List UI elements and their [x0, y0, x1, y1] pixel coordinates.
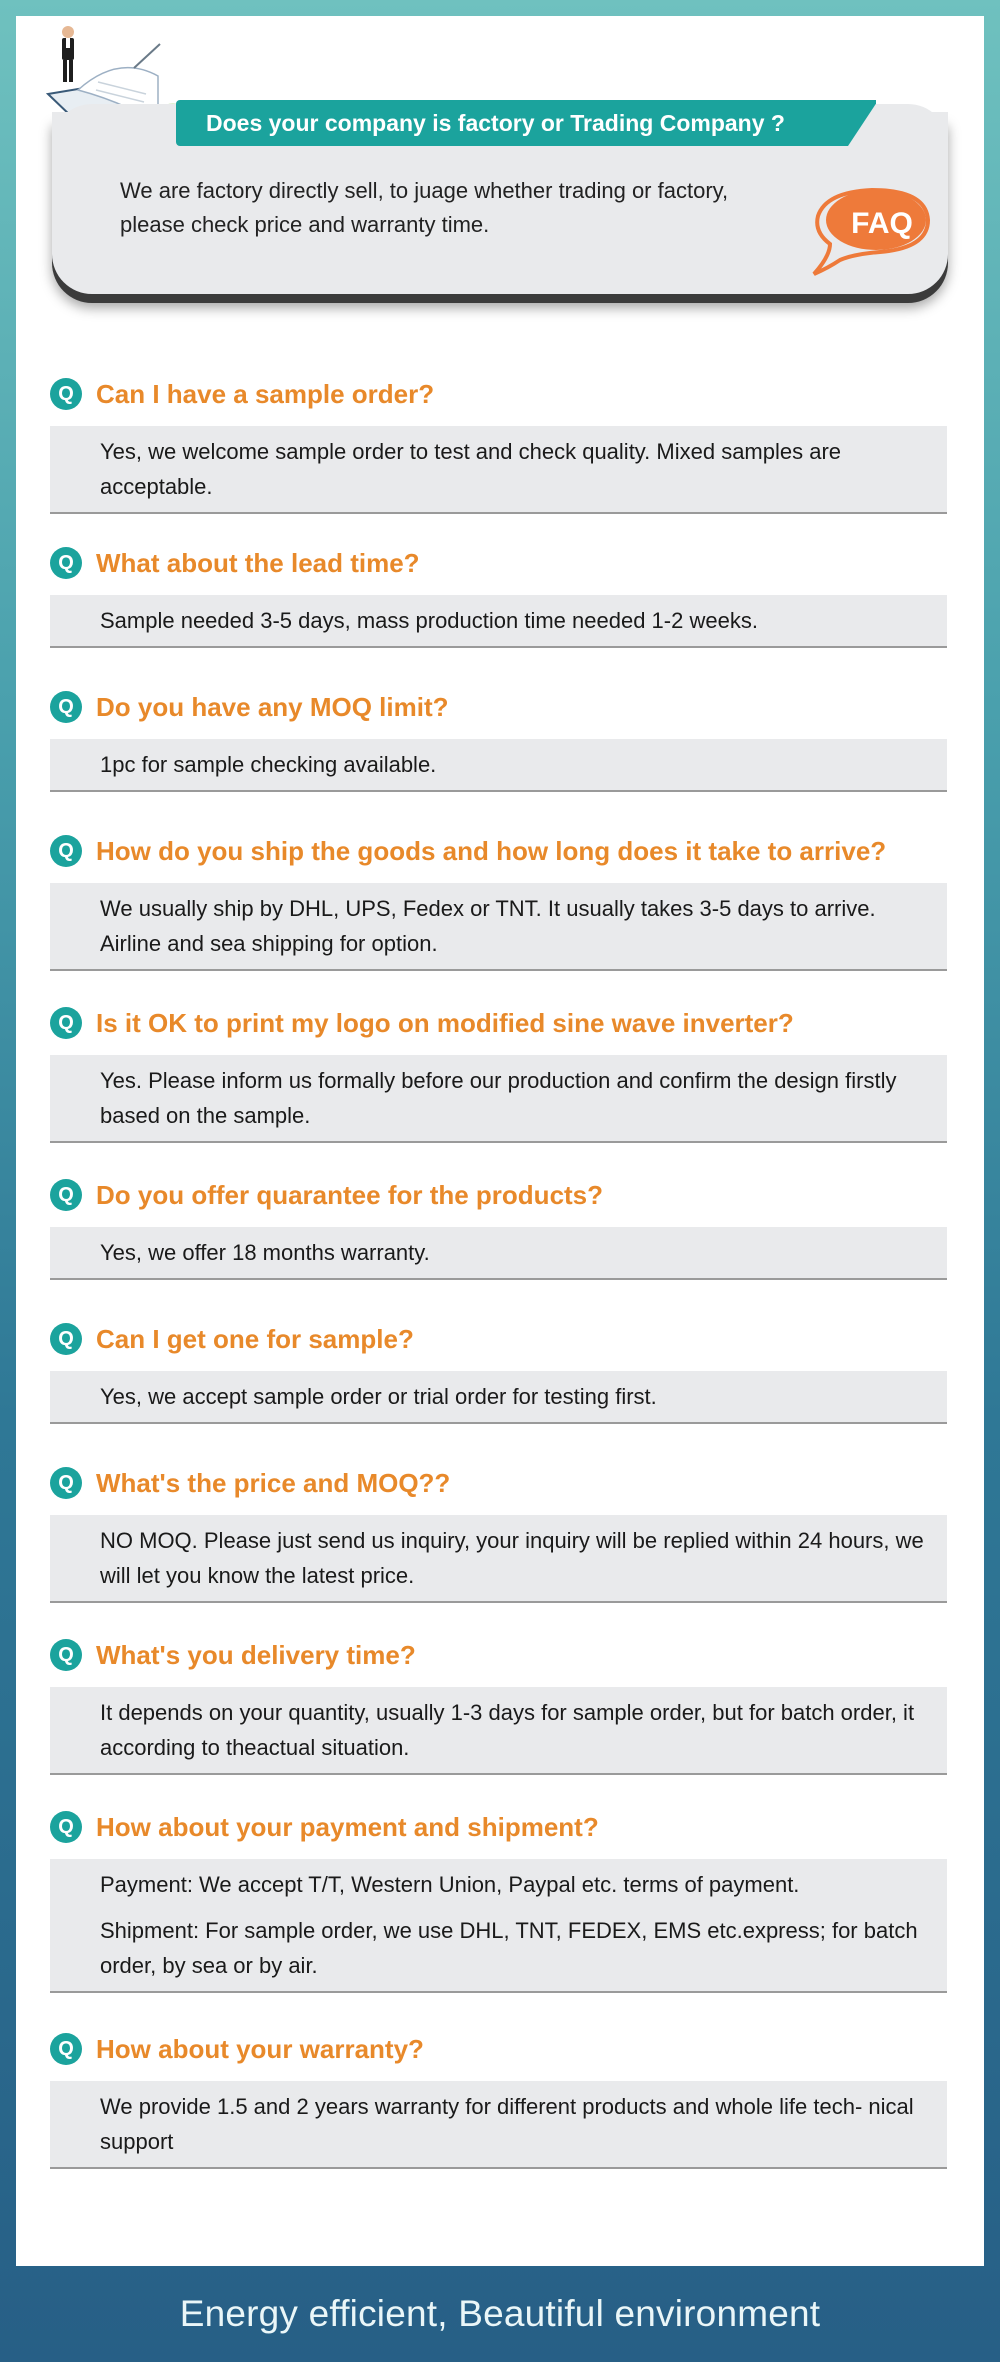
faq-banner-question: Does your company is factory or Trading Company ?: [206, 110, 785, 136]
faq-answer: 1pc for sample checking available.: [100, 752, 437, 777]
faq-answer: We usually ship by DHL, UPS, Fedex or TNT. It usually takes 3-5 days to arrive. Airline and sea shipping for option.: [100, 896, 876, 956]
faq-item: [50, 2029, 947, 2169]
question-icon: Q: [50, 1179, 82, 1211]
question-icon: Q: [50, 835, 82, 867]
faq-item: [50, 1319, 947, 1424]
faq-answer-shipment: Shipment: For sample order, we use DHL, TNT, FEDEX, EMS etc.express; for batch order, by sea or by air.: [100, 1918, 918, 1978]
faq-answer-box: [50, 1687, 947, 1775]
faq-answer-box: [50, 1371, 947, 1424]
faq-answer: Yes. Please inform us formally before our production and confirm the design firstly based on the sample.: [100, 1068, 897, 1128]
faq-question: How do you ship the goods and how long does it take to arrive?: [96, 835, 887, 866]
faq-answer: We provide 1.5 and 2 years warranty for different products and whole life tech- nical support: [100, 2094, 914, 2154]
faq-item: [50, 831, 947, 971]
faq-question: Do you have any MOQ limit?: [96, 691, 449, 722]
faq-item: [50, 1003, 947, 1143]
faq-badge-label: FAQ: [851, 207, 913, 240]
faq-banner-answer: [120, 174, 810, 242]
footer-slogan: Energy efficient, Beautiful environment: [179, 2293, 821, 2334]
faq-answer-box: [50, 595, 947, 648]
faq-answer: Yes, we welcome sample order to test and check quality. Mixed samples are acceptable.: [100, 439, 842, 499]
question-icon: Q: [50, 2033, 82, 2065]
faq-item: [50, 1635, 947, 1775]
faq-answer-box: [50, 739, 947, 792]
faq-answer-line: We are factory directly sell, to juage whether trading or factory,: [120, 178, 729, 203]
faq-answer-box: [50, 1515, 947, 1603]
faq-question: How about your warranty?: [96, 2033, 424, 2064]
faq-answer: NO MOQ. Please just send us inquiry, your inquiry will be replied within 24 hours, we will let you know the latest price.: [100, 1528, 924, 1588]
faq-item: [50, 1175, 947, 1280]
faq-answer-box: [50, 1227, 947, 1280]
question-icon: Q: [50, 547, 82, 579]
faq-answer-line: please check price and warranty time.: [120, 212, 490, 237]
faq-item: [50, 687, 947, 792]
faq-answer-box: [50, 426, 947, 514]
faq-item: [50, 1463, 947, 1603]
faq-question: How about your payment and shipment?: [96, 1811, 599, 1842]
question-icon: Q: [50, 691, 82, 723]
faq-question: Is it OK to print my logo on modified sine wave inverter?: [96, 1007, 794, 1038]
faq-answer-box: [50, 1055, 947, 1143]
faq-answer: Yes, we accept sample order or trial order for testing first.: [100, 1384, 657, 1409]
question-icon: Q: [50, 1811, 82, 1843]
faq-answer: Sample needed 3-5 days, mass production time needed 1-2 weeks.: [100, 608, 758, 633]
faq-question: Do you offer quarantee for the products?: [96, 1179, 604, 1210]
faq-answer: Yes, we offer 18 months warranty.: [100, 1240, 430, 1265]
question-icon: Q: [50, 1323, 82, 1355]
faq-item: [50, 374, 947, 514]
faq-answer-box: [50, 2081, 947, 2169]
faq-answer: It depends on your quantity, usually 1-3 days for sample order, but for batch order, it according to theactual situation.: [100, 1700, 915, 1760]
faq-question: Can I get one for sample?: [96, 1323, 414, 1354]
faq-item: [50, 1807, 947, 1993]
faq-answer-box: [50, 1859, 947, 1993]
faq-item: [50, 543, 947, 648]
question-icon: Q: [50, 378, 82, 410]
faq-question: Can I have a sample order?: [96, 378, 435, 409]
question-icon: Q: [50, 1007, 82, 1039]
faq-question: What's the price and MOQ??: [96, 1467, 451, 1498]
faq-answer-payment: Payment: We accept T/T, Western Union, Paypal etc. terms of payment.: [100, 1872, 800, 1897]
question-icon: Q: [50, 1639, 82, 1671]
faq-question: What's you delivery time?: [96, 1639, 416, 1670]
question-icon: Q: [50, 1467, 82, 1499]
faq-answer-box: [50, 883, 947, 971]
faq-question: What about the lead time?: [96, 547, 420, 578]
